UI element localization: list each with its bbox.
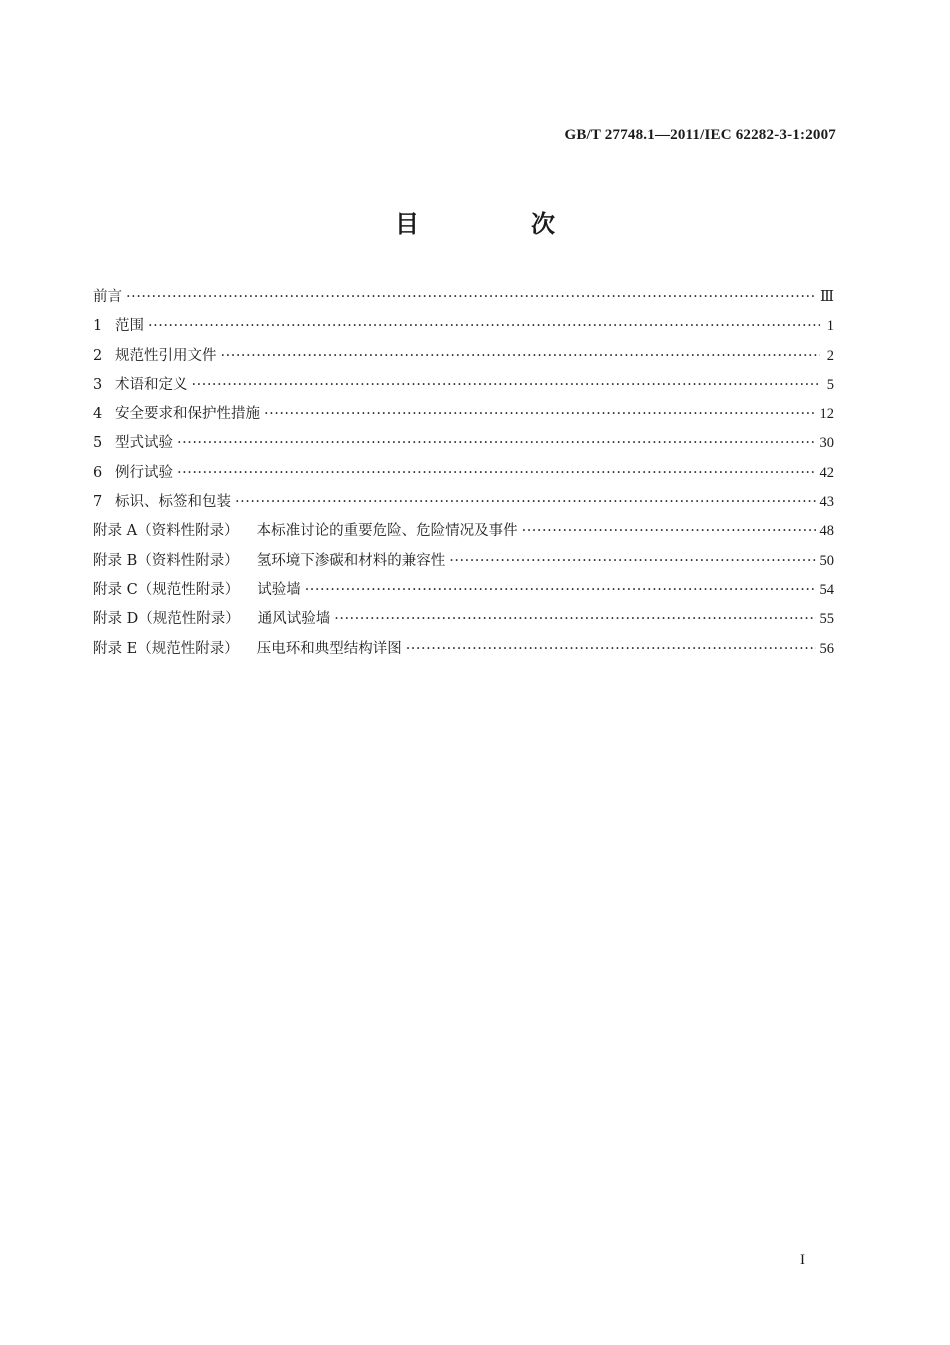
toc-entry-page: 48 bbox=[819, 523, 834, 540]
toc-entry-7[interactable] bbox=[93, 490, 834, 519]
toc-entry-number: 5 bbox=[93, 435, 103, 452]
toc-entry-label: 试验墙 bbox=[257, 581, 301, 598]
page-title: 目 次 bbox=[395, 210, 599, 238]
toc-entry-label: 前言 bbox=[93, 289, 122, 305]
toc-entry-page: 43 bbox=[819, 494, 834, 511]
toc-entry-2[interactable] bbox=[93, 344, 834, 373]
toc-entry-annex-e[interactable] bbox=[93, 637, 834, 666]
toc-entry-label: 安全要求和保护性措施 bbox=[115, 406, 260, 423]
toc-entry-annex-a[interactable] bbox=[93, 519, 834, 548]
toc-entry-label: 型式试验 bbox=[115, 435, 173, 452]
toc-leader bbox=[449, 553, 815, 569]
toc-entry-page: Ⅲ bbox=[820, 289, 834, 305]
toc-entry-label: 例行试验 bbox=[115, 464, 173, 481]
toc-entry-page: 30 bbox=[819, 435, 834, 452]
toc-leader bbox=[126, 289, 816, 305]
toc-annex-tag: 附录 B（资料性附录） bbox=[93, 552, 239, 569]
standard-code: GB/T 27748.1—2011/IEC 62282-3-1:2007 bbox=[564, 127, 836, 143]
toc-entry-6[interactable] bbox=[93, 461, 834, 490]
toc-entry-label: 压电环和典型结构详图 bbox=[256, 640, 402, 657]
toc-entry-label: 术语和定义 bbox=[115, 376, 188, 393]
toc-leader bbox=[221, 348, 821, 364]
toc-entry-label: 本标准讨论的重要危险、危险情况及事件 bbox=[256, 523, 518, 540]
toc-entry-label: 规范性引用文件 bbox=[115, 347, 217, 364]
toc-entry-page: 12 bbox=[819, 406, 834, 423]
toc-entry-label: 范围 bbox=[115, 318, 144, 335]
page-number: I bbox=[800, 1252, 805, 1268]
toc-leader bbox=[148, 318, 820, 334]
toc-entry-page: 42 bbox=[819, 464, 834, 481]
toc-annex-tag: 附录 E（规范性附录） bbox=[93, 640, 239, 657]
toc-entry-annex-c[interactable] bbox=[93, 578, 834, 607]
toc-entry-number: 1 bbox=[93, 318, 103, 335]
toc-entry-label: 标识、标签和包装 bbox=[115, 494, 231, 511]
toc-leader bbox=[305, 582, 816, 598]
toc-entry-page: 54 bbox=[819, 581, 834, 598]
toc-entry-number: 6 bbox=[93, 464, 103, 481]
toc-leader bbox=[406, 641, 816, 657]
toc-entry-page: 1 bbox=[826, 318, 834, 335]
toc-entry-page: 5 bbox=[826, 376, 834, 393]
toc-entry-label: 氢环境下渗碳和材料的兼容性 bbox=[256, 552, 446, 569]
toc-entry-page: 2 bbox=[826, 347, 834, 364]
toc-entry-number: 7 bbox=[93, 494, 103, 511]
toc-entry-3[interactable] bbox=[93, 373, 834, 402]
toc-entry-annex-d[interactable] bbox=[93, 607, 834, 636]
toc-annex-tag: 附录 C（规范性附录） bbox=[93, 581, 240, 598]
toc-leader bbox=[522, 523, 816, 539]
toc-leader bbox=[264, 406, 816, 422]
toc-leader bbox=[235, 494, 816, 510]
toc-entry-5[interactable] bbox=[93, 431, 834, 460]
toc-annex-tag: 附录 A（资料性附录） bbox=[93, 523, 239, 540]
toc-entry-1[interactable] bbox=[93, 314, 834, 343]
toc-entry-page: 56 bbox=[819, 640, 834, 657]
toc-entry-number: 2 bbox=[93, 347, 103, 364]
toc-entry-4[interactable] bbox=[93, 402, 834, 431]
toc-leader bbox=[192, 377, 821, 393]
toc-leader bbox=[177, 435, 816, 451]
toc-leader bbox=[177, 465, 816, 481]
toc-entry-foreword[interactable] bbox=[93, 285, 834, 314]
toc-entry-annex-b[interactable] bbox=[93, 549, 834, 578]
toc-leader bbox=[334, 611, 815, 627]
toc-entry-label: 通风试验墙 bbox=[257, 611, 331, 628]
toc-entry-page: 50 bbox=[819, 552, 834, 569]
toc-entry-number: 3 bbox=[93, 376, 103, 393]
toc-entry-number: 4 bbox=[93, 406, 103, 423]
toc-entry-page: 55 bbox=[819, 611, 834, 628]
toc-annex-tag: 附录 D（规范性附录） bbox=[93, 611, 240, 628]
table-of-contents bbox=[93, 285, 834, 666]
